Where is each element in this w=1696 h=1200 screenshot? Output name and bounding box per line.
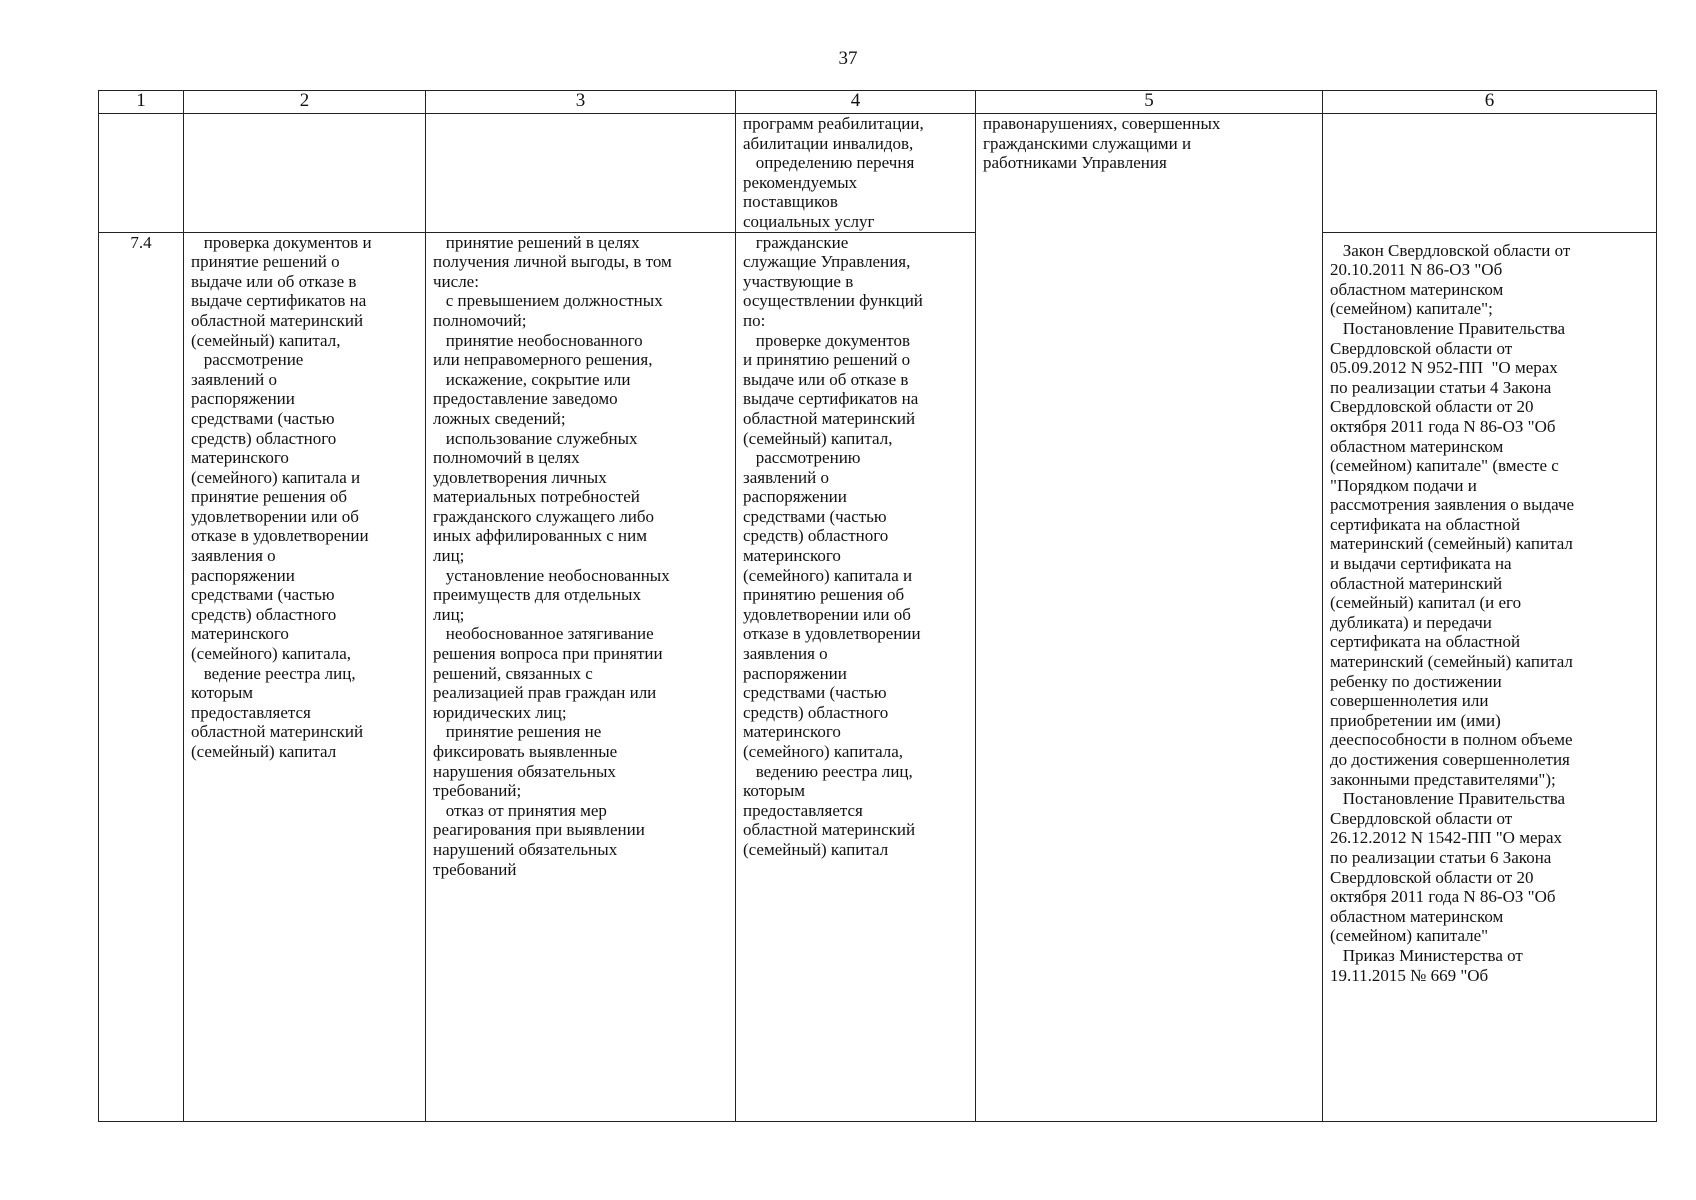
page-number: 37 xyxy=(838,48,858,69)
cont-cell-1 xyxy=(99,114,184,233)
column-header-2: 2 xyxy=(184,91,426,114)
continuation-row xyxy=(99,114,1657,233)
column-header-4: 4 xyxy=(736,91,976,114)
cont-cell-5-measures: правонарушениях, совершенных гражданскими служащими и работниками Управления xyxy=(976,114,1323,1122)
cont-cell-4-officials: программ реабилитации, абилитации инвалидов, определению перечня рекомендуемых поставщиков социальных услуг xyxy=(736,114,976,233)
table-row-7-4 xyxy=(99,232,1657,1121)
row-risk-text: принятие решений в целях получения личной выгоды, в том числе: с превышением должностных полномочий; принятие необоснованного или неправомерного решения, искажение, сокрытие или предоставление заведомо ложных сведений; использование служебных полномочий в целях удовлетворения личных материальных потребностей гражданского служащего либо иных аффилированных с ним лиц; установление необоснованных преимуществ для отдельных лиц; необоснованное затягивание решения вопроса при принятии решений, связанных с реализацией прав граждан или юридических лиц; принятие решения не фиксировать выявленные нарушения обязательных требований; отказ от принятия мер реагирования при выявлении нарушений обязательных требований xyxy=(426,232,736,1121)
cont-cell-2 xyxy=(184,114,426,233)
column-number-row xyxy=(99,91,1657,114)
corruption-risk-table xyxy=(98,90,1657,1122)
column-header-1: 1 xyxy=(99,91,184,114)
row-function-text: проверка документов и принятие решений о выдаче или об отказе в выдаче сертификатов на областной материнский (семейный) капитал, рассмотрение заявлений о распоряжении средствами (частью средств) областного материнского (семейного) капитала и принятие решения об удовлетворении или об отказе в удовлетворении заявления о распоряжении средствами (частью средств) областного материнского (семейного) капитала, ведение реестра лиц, которым предоставляется областной материнский (семейный) капитал xyxy=(184,232,426,1121)
column-header-5: 5 xyxy=(976,91,1323,114)
column-header-6: 6 xyxy=(1323,91,1657,114)
row-legal-basis-text: Закон Свердловской области от 20.10.2011 N 86-ОЗ "Об областном материнском (семейном) капитале"; Постановление Правительства Свердловской области от 05.09.2012 N 952-ПП "О мерах по реализации статьи 4 Закона Свердловской области от 20 октября 2011 года N 86-ОЗ "Об областном материнском (семейном) капитале" (вместе с "Порядком подачи и рассмотрения заявления о выдаче сертификата на областной материнский (семейный) капитал и выдачи сертификата на областной материнский (семейный) капитал (и его дубликата) и передачи сертификата на областной материнский (семейный) капитал ребенку по достижении совершеннолетия или приобретении им (ими) дееспособности в полном объеме до достижения совершеннолетия законными представителями"); Постановление Правительства Свердловской области от 26.12.2012 N 1542-ПП "О мерах по реализации статьи 6 Закона Свердловской области от 20 октября 2011 года N 86-ОЗ "Об областном материнском (семейном) капитале" Приказ Министерства от 19.11.2015 № 669 "Об xyxy=(1323,232,1657,1121)
cont-cell-3 xyxy=(426,114,736,233)
column-header-3: 3 xyxy=(426,91,736,114)
row-officials-text: гражданские служащие Управления, участвующие в осуществлении функций по: проверке документов и принятию решений о выдаче или об отказе в выдаче сертификатов на областной материнский (семейный) капитал, рассмотрению заявлений о распоряжении средствами (частью средств) областного материнского (семейного) капитала и принятию решения об удовлетворении или об отказе в удовлетворении заявления о распоряжении средствами (частью средств) областного материнского (семейного) капитала, ведению реестра лиц, которым предоставляется областной материнский (семейный) капитал xyxy=(736,232,976,1121)
cont-cell-6 xyxy=(1323,114,1657,233)
row-number: 7.4 xyxy=(99,232,184,1121)
